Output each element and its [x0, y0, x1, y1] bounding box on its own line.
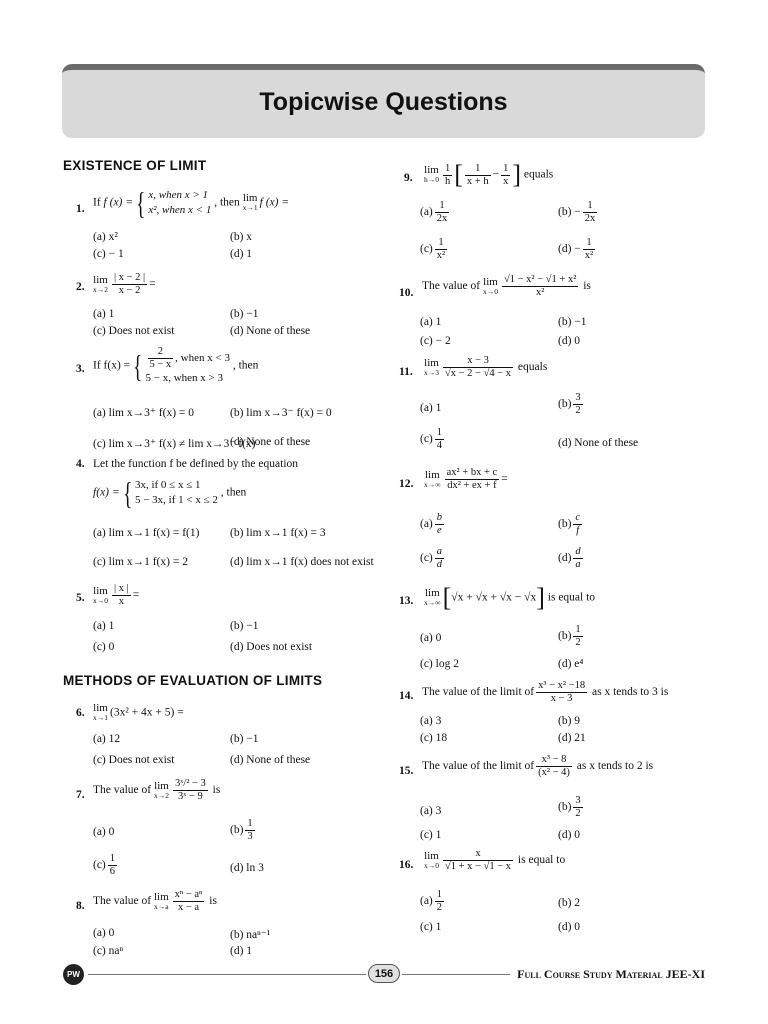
option-label: (d) [558, 552, 572, 565]
q4-option-b: (b) lim x→1 f(x) = 3 [230, 527, 326, 539]
question-number: 13. [399, 595, 414, 607]
q2-numerator: | x − 2 | [114, 272, 146, 283]
page-number: 156 [368, 964, 400, 983]
q1-option-c: (c) − 1 [93, 248, 124, 260]
option-numerator: 1 [575, 624, 581, 635]
lim-sub: x→0 [424, 860, 439, 870]
option-label: (a) [420, 518, 433, 531]
option-denominator: a [575, 559, 581, 570]
q6-option-c: (c) Does not exist [93, 754, 175, 766]
q5-option-d: (d) Does not exist [230, 641, 313, 653]
question-number: 7. [76, 789, 85, 801]
q12-denominator: dx² + ex + f [447, 480, 497, 491]
question-number: 6. [76, 707, 85, 719]
option-label: (c) [420, 243, 433, 256]
q9-option-c [420, 237, 449, 262]
q3-if: If f(x) = [93, 359, 131, 372]
q10-numerator: √1 − x² − √1 + x² [504, 274, 577, 285]
q16-option-d: (d) 0 [558, 921, 581, 933]
lim-word: lim [424, 849, 439, 862]
lim-word: lim [424, 164, 439, 176]
q8-numerator: xⁿ − aⁿ [174, 889, 203, 900]
q5-numerator: | x | [114, 583, 129, 594]
question-3 [93, 346, 258, 386]
question-number: 8. [76, 900, 85, 912]
option-label: (b) [558, 630, 572, 643]
q10-option-c: (c) − 2 [420, 335, 451, 347]
q11-option-c [420, 427, 446, 452]
option-label: (b) [558, 518, 572, 531]
header-banner [62, 64, 705, 138]
q16-denominator: √1 + x − √1 − x [445, 861, 512, 872]
lim-word: lim [424, 356, 439, 369]
option-label: (b) [558, 398, 572, 411]
q9-frac1-numerator: 1 [445, 162, 451, 174]
option-denominator: 2 [436, 902, 443, 913]
q1-then: , then [214, 196, 240, 209]
brace: { [122, 475, 132, 511]
option-denominator: 4 [436, 440, 443, 451]
option-numerator: 1 [109, 853, 116, 864]
question-12 [424, 467, 508, 492]
q2-tail: = [149, 278, 156, 291]
q16-numerator: x [443, 848, 513, 861]
option-denominator: 3 [247, 831, 253, 842]
q6-option-d: (d) None of these [230, 754, 311, 766]
q8-tail: is [209, 895, 217, 908]
page-title: Topicwise Questions [259, 88, 508, 116]
option-denominator: x² [584, 250, 594, 261]
option-denominator: 2 [575, 405, 581, 416]
option-label: (a) [420, 206, 433, 219]
q13-option-d: (d) e⁴ [558, 658, 584, 670]
q3-case1: , when x < 3 [175, 352, 230, 365]
question-4-function [93, 475, 247, 511]
q1-case2: x², when x < 1 [148, 204, 212, 216]
question-2 [93, 272, 156, 297]
option-label: (d) − [558, 243, 581, 256]
q15-denominator: (x² − 4) [538, 767, 570, 778]
q14-prefix: The value of the limit of [422, 686, 535, 699]
q14-option-b: (b) 9 [558, 715, 581, 727]
question-number: 5. [76, 592, 85, 604]
option-denominator: e [437, 525, 442, 536]
q6-expression: (3x² + 4x + 5) = [110, 706, 184, 719]
bracket: ] [512, 160, 522, 189]
q7-option-d: (d) ln 3 [230, 862, 264, 874]
q5-option-c: (c) 0 [93, 641, 115, 653]
q11-option-a: (a) 1 [420, 402, 442, 414]
q9-tail: equals [523, 168, 554, 181]
q15-numerator: x³ − 8 [536, 754, 572, 767]
brace: { [133, 348, 143, 384]
q9-frac3-denominator: x [503, 175, 509, 187]
lim-word: lim [93, 702, 108, 714]
bracket: ] [536, 583, 545, 612]
question-number: 9. [404, 172, 413, 184]
option-label: (a) [420, 895, 433, 908]
q1-case1: x, when x > 1 [148, 189, 209, 201]
q9-frac2-numerator: 1 [465, 163, 491, 176]
q14-denominator: x − 3 [550, 693, 573, 704]
lim-sub: x→1 [242, 203, 258, 212]
option-denominator: 6 [109, 866, 116, 877]
q7-option-c [93, 853, 119, 878]
q11-numerator: x − 3 [443, 355, 513, 368]
q5-option-b: (b) −1 [230, 620, 259, 632]
q1-option-d: (d) 1 [230, 248, 253, 260]
q4-case2: 5 − 3x, if 1 < x ≤ 2 [134, 494, 218, 506]
q1-fx: f (x) = [103, 196, 134, 209]
q4-then: , then [220, 486, 247, 499]
lim-sub: x→1 [93, 713, 108, 722]
q7-prefix: The value of [93, 784, 152, 797]
lim-sub: x→2 [93, 284, 108, 294]
question-14 [422, 680, 668, 705]
q16-option-c: (c) 1 [420, 921, 442, 933]
question-8 [93, 889, 217, 914]
option-label: (c) [420, 433, 433, 446]
lim-word: lim [424, 468, 440, 481]
q3-then: , then [232, 359, 259, 372]
q13-tail: is equal to [547, 591, 596, 604]
q7-numerator: 3ˣ/² − 3 [175, 778, 206, 789]
lim-sub: x→∞ [424, 479, 441, 489]
q12-numerator: ax² + bx + c [446, 467, 498, 478]
lim-sub: x→0 [93, 595, 108, 605]
q1-option-a: (a) x² [93, 231, 118, 243]
option-numerator: a [436, 546, 443, 557]
q8-prefix: The value of [93, 895, 152, 908]
question-4-text: Let the function f be defined by the equation [93, 458, 299, 470]
q14-option-d: (d) 21 [558, 732, 586, 744]
question-number: 10. [399, 287, 414, 299]
q5-denominator: x [118, 596, 124, 607]
q13-option-c: (c) log 2 [420, 658, 459, 670]
q2-option-a: (a) 1 [93, 308, 115, 320]
q15-option-c: (c) 1 [420, 829, 442, 841]
footer-rule-right [402, 974, 510, 975]
q14-tail: as x tends to 3 is [591, 686, 669, 699]
q2-denominator: x − 2 [118, 285, 141, 296]
footer-rule-left [88, 974, 366, 975]
question-6 [93, 703, 184, 723]
q9-frac2-denominator: x + h [466, 175, 489, 187]
q12-tail: = [501, 473, 508, 486]
q14-numerator: x³ − x² −18 [538, 680, 586, 691]
section-heading-methods: METHODS OF EVALUATION OF LIMITS [63, 673, 323, 688]
q15-tail: as x tends to 2 is [576, 760, 654, 773]
option-label: (c) [420, 552, 433, 565]
lim-word: lim [154, 890, 169, 903]
option-numerator: b [436, 512, 443, 523]
q15-option-b [558, 795, 585, 820]
q15-option-d: (d) 0 [558, 829, 581, 841]
q13-expression: √x + √x + √x − √x [451, 591, 537, 604]
q12-option-c [420, 546, 446, 571]
q10-tail: is [583, 280, 591, 293]
q5-option-a: (a) 1 [93, 620, 115, 632]
question-13 [424, 583, 595, 613]
option-numerator: 1 [583, 237, 595, 250]
q1-if: If [93, 196, 101, 209]
q7-denominator: 3ˣ − 9 [178, 791, 203, 802]
q10-option-b: (b) −1 [558, 316, 587, 328]
q8-option-a: (a) 0 [93, 927, 115, 939]
q9-option-a [420, 200, 451, 225]
lim-sub: x→2 [154, 790, 169, 800]
section-heading-existence: EXISTENCE OF LIMIT [63, 158, 207, 173]
q3-option-c: (c) lim x→3⁺ f(x) ≠ lim x→3⁻ f(x) [93, 438, 256, 450]
q3-case1-numerator: 2 [148, 346, 174, 359]
q14-option-c: (c) 18 [420, 732, 448, 744]
q13-option-a: (a) 0 [420, 632, 442, 644]
question-11 [424, 355, 547, 380]
q1-tail: f (x) = [259, 196, 290, 209]
option-numerator: c [575, 512, 581, 523]
footer-title: Full Course Study Material JEE-XI [517, 967, 705, 981]
q7-tail: is [212, 784, 221, 797]
q16-option-b: (b) 2 [558, 897, 581, 909]
q10-prefix: The value of [422, 280, 481, 293]
question-number: 1. [76, 203, 85, 215]
q2-option-d: (d) None of these [230, 325, 311, 337]
option-denominator: 2x [436, 213, 448, 224]
q10-option-d: (d) 0 [558, 335, 581, 347]
option-denominator: 2 [575, 637, 581, 648]
q9-frac3-numerator: 1 [503, 162, 509, 174]
question-1 [93, 185, 290, 221]
q10-denominator: x² [535, 287, 545, 298]
q9-option-d [558, 237, 597, 262]
q13-option-b [558, 624, 585, 649]
option-numerator: 3 [575, 795, 581, 806]
q8-option-d: (d) 1 [230, 945, 253, 957]
q14-option-a: (a) 3 [420, 715, 442, 727]
q15-prefix: The value of the limit of [422, 760, 535, 773]
lim-word: lim [424, 587, 440, 599]
q16-option-a [420, 889, 446, 914]
lim-sub: x→3 [424, 367, 439, 377]
question-number: 12. [399, 478, 414, 490]
q11-option-d: (d) None of these [558, 437, 639, 449]
q11-tail: equals [517, 361, 548, 374]
question-number: 15. [399, 765, 414, 777]
q12-option-d [558, 546, 585, 571]
question-5 [93, 583, 139, 608]
option-numerator: 3 [575, 392, 581, 403]
question-7 [93, 778, 220, 803]
lim-word: lim [93, 584, 108, 597]
lim-sub: x→0 [483, 286, 498, 296]
option-numerator: 1 [436, 889, 443, 900]
q8-option-b: (b) naⁿ⁻¹ [230, 929, 271, 941]
q7-option-a: (a) 0 [93, 826, 115, 838]
q11-option-b [558, 392, 585, 417]
lim-word: lim [154, 779, 169, 792]
q12-option-a [420, 512, 446, 537]
option-denominator: 2 [575, 808, 581, 819]
q3-case2: 5 − x, when x > 3 [145, 372, 223, 384]
lim-word: lim [242, 192, 258, 204]
option-denominator: 2x [584, 213, 596, 224]
q4-option-a: (a) lim x→1 f(x) = f(1) [93, 527, 200, 539]
question-15 [422, 754, 653, 779]
question-number: 16. [399, 859, 414, 871]
q6-option-a: (a) 12 [93, 733, 121, 745]
option-label: (b) [558, 801, 572, 814]
option-numerator: 1 [435, 237, 447, 250]
option-denominator: f [576, 525, 580, 536]
q2-option-b: (b) −1 [230, 308, 259, 320]
lim-word: lim [483, 275, 498, 288]
option-label: (b) − [558, 206, 581, 219]
q8-denominator: x − a [177, 902, 200, 913]
question-number: 11. [399, 366, 413, 378]
bracket: [ [454, 160, 463, 189]
option-denominator: x² [436, 250, 446, 261]
q3-option-b: (b) lim x→3⁻ f(x) = 0 [230, 407, 332, 419]
option-numerator: d [575, 546, 581, 557]
lim-sub: x→∞ [424, 598, 441, 607]
q15-option-a: (a) 3 [420, 805, 442, 817]
q1-option-b: (b) x [230, 231, 253, 243]
bracket: [ [442, 583, 452, 612]
q3-option-a: (a) lim x→3⁺ f(x) = 0 [93, 407, 195, 419]
question-number: 4. [76, 458, 85, 470]
q9-frac1-denominator: h [445, 175, 451, 187]
question-number: 14. [399, 690, 414, 702]
question-number: 2. [76, 281, 85, 293]
q9-option-b [558, 200, 599, 225]
q4-fx: f(x) = [93, 486, 120, 499]
lim-sub: h→0 [424, 175, 439, 184]
q3-option-d: (d) None of these [230, 436, 311, 448]
q12-option-b [558, 512, 584, 537]
lim-sub: x→a [154, 901, 169, 911]
q10-option-a: (a) 1 [420, 316, 442, 328]
q7-option-b [230, 818, 257, 843]
option-label: (c) [93, 859, 106, 872]
option-denominator: d [436, 559, 443, 570]
option-numerator: 1 [436, 427, 443, 438]
q8-option-c: (c) naⁿ [93, 945, 124, 957]
q4-option-c: (c) lim x→1 f(x) = 2 [93, 556, 188, 568]
q6-option-b: (b) −1 [230, 733, 259, 745]
question-number: 3. [76, 363, 85, 375]
q5-tail: = [132, 589, 140, 602]
question-16 [424, 848, 565, 873]
option-label: (b) [230, 824, 244, 837]
q2-option-c: (c) Does not exist [93, 325, 175, 337]
option-numerator: 1 [247, 818, 253, 829]
question-10 [422, 274, 591, 299]
q4-option-d: (d) lim x→1 f(x) does not exist [230, 556, 374, 568]
publisher-logo: PW [63, 964, 84, 985]
brace: { [136, 185, 146, 221]
lim-word: lim [93, 273, 108, 286]
option-numerator: 1 [583, 200, 598, 213]
q11-denominator: √x − 2 − √4 − x [445, 368, 512, 379]
q4-case1: 3x, if 0 ≤ x ≤ 1 [134, 479, 201, 491]
q16-tail: is equal to [517, 854, 566, 867]
q3-case1-denominator: 5 − x [149, 359, 172, 370]
option-numerator: 1 [435, 200, 450, 213]
question-9: lim h→0 $\frac{1}{h}$ [ $\frac{1}{x + h}$ − $\frac{1}{x}$ ] equals [424, 160, 554, 189]
